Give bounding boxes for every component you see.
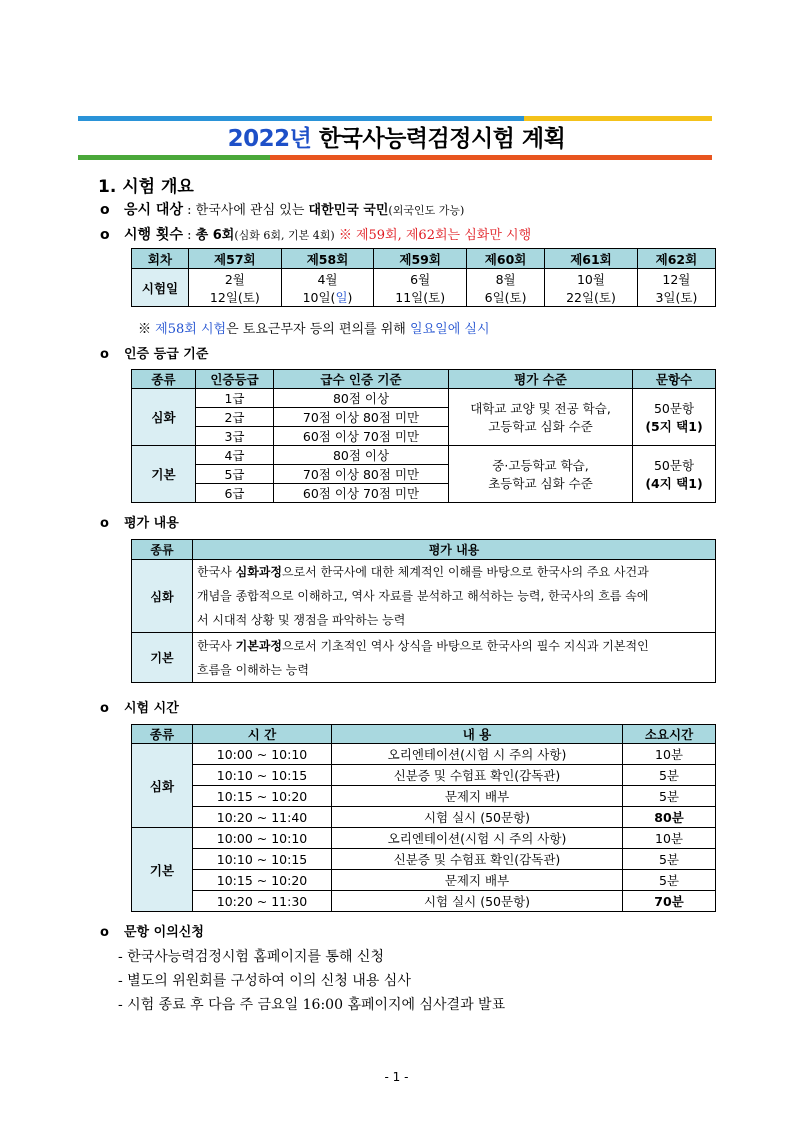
schedule-round: 제57회 [189,249,282,269]
time-content: 시험 실시 (50문항) [332,807,623,828]
time-range: 10:20 ~ 11:40 [193,807,332,828]
content-heading-text: 평가 내용 [124,516,179,531]
time-header: 내 용 [332,725,623,744]
grade-header: 인증등급 [196,370,274,389]
objection-heading-text: 문항 이의신청 [124,925,204,940]
title-rule-yellow [524,116,712,121]
time-content: 신분증 및 수험표 확인(감독관) [332,765,623,786]
schedule-date: 2월 12일(토) [189,269,282,307]
time-range: 10:00 ~ 10:10 [193,744,332,765]
time-duration: 5분 [623,870,716,891]
grade-table [131,369,716,503]
page-number: - 1 - [384,1070,409,1084]
overview-target [100,199,464,219]
time-range: 10:15 ~ 10:20 [193,786,332,807]
content-advanced-text: 한국사 심화과정으로서 한국사에 대한 체계적인 이해를 바탕으로 한국사의 주요 사건과 개념을 종합적으로 이해하고, 역사 자료를 분석하고 해석하는 능력, 한국사의 흐름 속에 서 시대적 상황 및 쟁점을 파악하는 능력 [193,560,716,633]
note-mark: ※ [138,322,152,337]
time-duration: 10분 [623,744,716,765]
time-duration: 10분 [623,828,716,849]
grade-level-basic: 중·고등학교 학습, 초등학교 심화 수준 [449,446,633,503]
time-range: 10:00 ~ 10:10 [193,828,332,849]
count-note: (심화 6회, 기본 4회) [234,229,335,242]
time-content: 오리엔테이션(시험 시 주의 사항) [332,828,623,849]
grade-criteria: 80점 이상 [274,389,449,408]
time-duration-total: 80분 [623,807,716,828]
grade-header: 종류 [132,370,196,389]
grade-criteria: 60점 이상 70점 미만 [274,427,449,446]
count-warning: ※ 제59회, 제62회는 심화만 시행 [338,228,532,243]
target-note: (외국인도 가능) [388,204,465,217]
grade-level: 3급 [196,427,274,446]
section-heading-content [100,512,179,531]
bullet-marker: o [100,347,109,362]
title-rule-orange [270,155,712,160]
grade-criteria: 80점 이상 [274,446,449,465]
target-text: 한국사에 관심 있는 [195,203,305,218]
bullet-marker: o [100,516,109,531]
title-text: 한국사능력검정시험 계획 [318,126,566,152]
content-table [131,539,716,683]
title-rule-green [78,155,270,160]
content-type-basic: 기본 [132,633,193,683]
schedule-date-sunday: 4월 10일(일) [281,269,374,307]
separator: : [187,228,192,243]
sunday-highlight: 일 [335,289,348,305]
objection-item: - 시험 종료 후 다음 주 금요일 16:00 홈페이지에 심사결과 발표 [118,997,506,1013]
schedule-table [131,248,716,307]
grade-level: 6급 [196,484,274,503]
time-content: 시험 실시 (50문항) [332,891,623,912]
time-type-advanced: 심화 [132,744,193,828]
content-basic-text: 한국사 기본과정으로서 기초적인 역사 상식을 바탕으로 한국사의 필수 지식과 기본적인 흐름을 이해하는 능력 [193,633,716,683]
time-duration: 5분 [623,765,716,786]
title-year: 2022년 [227,126,312,152]
schedule-round: 제58회 [281,249,374,269]
time-header: 시 간 [193,725,332,744]
time-duration: 5분 [623,849,716,870]
schedule-header-label: 회차 [132,249,189,269]
grade-header: 급수 인증 기준 [274,370,449,389]
bullet-marker: o [100,701,109,716]
schedule-round: 제59회 [374,249,467,269]
time-content: 문제지 배부 [332,870,623,891]
section-heading-overview: 1. 시험 개요 [98,177,194,197]
count-bold: 총 6회 [195,228,235,243]
note-text: 은 토요근무자 등의 편의를 위해 [226,322,406,337]
grade-level: 2급 [196,408,274,427]
time-header: 종류 [132,725,193,744]
time-range: 10:10 ~ 10:15 [193,765,332,786]
time-range: 10:10 ~ 10:15 [193,849,332,870]
grade-type-advanced: 심화 [132,389,196,446]
schedule-round: 제61회 [545,249,638,269]
bullet-marker: o [100,925,109,940]
page-title [0,124,793,154]
grade-questions-advanced: 50문항 (5지 택1) [633,389,716,446]
content-type-advanced: 심화 [132,560,193,633]
schedule-round: 제62회 [637,249,715,269]
grade-type-basic: 기본 [132,446,196,503]
time-heading-text: 시험 시간 [124,701,179,716]
overview-count [100,224,531,244]
objection-item: - 별도의 위원회를 구성하여 이의 신청 내용 심사 [118,973,411,989]
time-duration-total: 70분 [623,891,716,912]
time-content: 오리엔테이션(시험 시 주의 사항) [332,744,623,765]
grade-questions-basic: 50문항 (4지 택1) [633,446,716,503]
grade-criteria: 60점 이상 70점 미만 [274,484,449,503]
time-range: 10:15 ~ 10:20 [193,870,332,891]
time-type-basic: 기본 [132,828,193,912]
objection-item: - 한국사능력검정시험 홈페이지를 통해 신청 [118,949,384,965]
grade-header: 문항수 [633,370,716,389]
schedule-note [138,318,490,337]
time-table [131,724,716,912]
schedule-date: 6월 11일(토) [374,269,467,307]
count-label: 시행 횟수 [124,227,183,243]
bullet-marker: o [100,202,110,218]
title-rule-blue [78,116,524,121]
grade-level-advanced: 대학교 교양 및 전공 학습, 고등학교 심화 수준 [449,389,633,446]
content-header: 종류 [132,540,193,560]
grade-heading-text: 인증 등급 기준 [124,347,209,362]
schedule-row-label: 시험일 [132,269,189,307]
time-content: 신분증 및 수험표 확인(감독관) [332,849,623,870]
bullet-marker: o [100,227,110,243]
schedule-date: 12월 3일(토) [637,269,715,307]
grade-header: 평가 수준 [449,370,633,389]
grade-criteria: 70점 이상 80점 미만 [274,408,449,427]
target-label: 응시 대상 [124,202,183,218]
grade-level: 5급 [196,465,274,484]
grade-level: 1급 [196,389,274,408]
note-highlight-c: 일요일에 실시 [410,322,490,337]
note-highlight-a: 제58회 시험 [155,322,227,337]
section-heading-objection [100,921,204,940]
section-heading-time [100,697,179,716]
time-header: 소요시간 [623,725,716,744]
schedule-date: 10월 22일(토) [545,269,638,307]
schedule-date: 8월 6일(토) [467,269,545,307]
time-range: 10:20 ~ 11:30 [193,891,332,912]
content-header: 평가 내용 [193,540,716,560]
schedule-round: 제60회 [467,249,545,269]
separator: : [187,203,192,218]
grade-criteria: 70점 이상 80점 미만 [274,465,449,484]
grade-level: 4급 [196,446,274,465]
time-duration: 5분 [623,786,716,807]
section-heading-grade [100,343,208,362]
time-content: 문제지 배부 [332,786,623,807]
target-bold: 대한민국 국민 [308,203,389,218]
